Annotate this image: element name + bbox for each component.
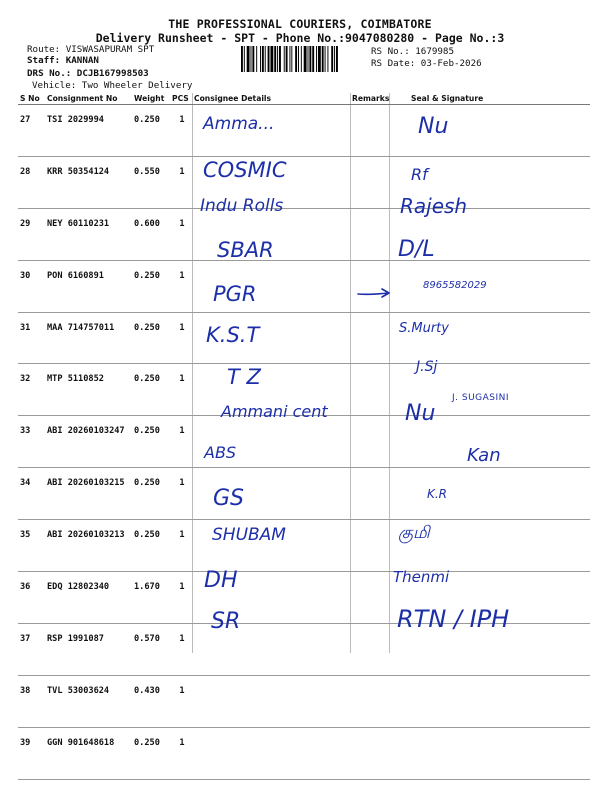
- col-header: Consignee Details: [192, 93, 350, 105]
- row-weight: 0.430: [132, 675, 170, 727]
- consignee-handwriting: T Z: [227, 365, 261, 390]
- row-remarks: [350, 520, 389, 572]
- drs-number: DCJB167998503: [76, 68, 149, 79]
- rs-number: RS No.: 1679985: [371, 46, 454, 57]
- row-consignment-no: MAA 714757011: [45, 312, 132, 364]
- signature-handwriting: Nu: [418, 114, 449, 139]
- row-weight: 0.250: [132, 364, 170, 416]
- signature-handwriting: RTN / IPH: [397, 604, 510, 633]
- row-remarks: [350, 623, 389, 675]
- row-consignment-no: RSP 1991087: [45, 623, 132, 675]
- row-consignment-no: GGN 901648618: [45, 727, 132, 779]
- row-remarks: [350, 312, 389, 364]
- signature-handwriting: J.Sj: [416, 359, 438, 376]
- row-weight: 1.670: [132, 572, 170, 624]
- drs-line: DRS No.: DCJB167998503: [27, 68, 149, 79]
- signature-handwriting: 8965582029: [423, 279, 487, 291]
- consignee-handwriting: Ammani cent: [221, 402, 328, 422]
- consignee-handwriting: K.S.T: [206, 322, 260, 347]
- consignee-handwriting: SR: [211, 608, 241, 634]
- barcode-bar: [336, 46, 338, 72]
- barcode-bar: [327, 46, 328, 72]
- rs-date: RS Date: 03-Feb-2026: [371, 57, 482, 69]
- row-consignment-no: KRR 50354124: [45, 156, 132, 208]
- row-signature-cell: [389, 468, 590, 520]
- row-consignment-no: PON 6160891: [45, 260, 132, 312]
- signature-handwriting: குமி: [398, 523, 430, 543]
- row-weight: 0.250: [132, 468, 170, 520]
- col-header: PCS: [170, 93, 192, 105]
- runsheet-table: [18, 93, 590, 780]
- staff-name: KANNAN: [65, 55, 99, 66]
- staff-line: Staff: KANNAN: [27, 55, 99, 66]
- row-sno: 33: [18, 416, 45, 468]
- table-row: [18, 727, 590, 779]
- barcode-bar: [260, 46, 261, 72]
- consignee-handwriting: Amma...: [203, 114, 275, 134]
- row-remarks: [350, 468, 389, 520]
- consignee-handwriting: SBAR: [217, 237, 274, 262]
- table-header-row: [18, 93, 590, 105]
- row-pcs: 1: [170, 675, 192, 727]
- row-signature-cell: [389, 727, 590, 779]
- table-row: [18, 675, 590, 727]
- route-label: Route: VISWASAPURAM SPT: [27, 44, 155, 55]
- row-consignment-no: ABI 20260103247: [45, 416, 132, 468]
- row-sno: 36: [18, 572, 45, 624]
- vehicle-label: Vehicle: Two Wheeler Delivery: [32, 80, 193, 91]
- row-sno: 38: [18, 675, 45, 727]
- row-sno: 31: [18, 312, 45, 364]
- row-consignment-no: TSI 2029994: [45, 105, 132, 157]
- barcode-bar: [252, 46, 254, 72]
- barcode-bar: [284, 46, 285, 72]
- barcode-bar: [318, 46, 321, 72]
- row-consignment-no: MTP 5110852: [45, 364, 132, 416]
- row-pcs: 1: [170, 520, 192, 572]
- col-header: Seal & Signature: [389, 93, 590, 105]
- row-pcs: 1: [170, 260, 192, 312]
- row-weight: 0.250: [132, 416, 170, 468]
- row-pcs: 1: [170, 416, 192, 468]
- consignee-handwriting: ABS: [204, 443, 237, 463]
- company-title: THE PROFESSIONAL COURIERS, COIMBATORE: [168, 17, 432, 31]
- barcode-bar: [247, 46, 250, 72]
- barcode-bar: [244, 46, 245, 72]
- row-sno: 29: [18, 208, 45, 260]
- row-remarks: [350, 572, 389, 624]
- row-weight: 0.600: [132, 208, 170, 260]
- barcode-bar: [312, 46, 314, 72]
- row-weight: 0.250: [132, 727, 170, 779]
- row-pcs: 1: [170, 208, 192, 260]
- barcode-bar: [268, 46, 270, 72]
- row-pcs: 1: [170, 572, 192, 624]
- row-pcs: 1: [170, 312, 192, 364]
- barcode-bar: [304, 46, 307, 72]
- table-row: [18, 468, 590, 520]
- row-consignment-no: EDQ 12802340: [45, 572, 132, 624]
- signature-handwriting: Nu: [405, 401, 436, 427]
- table-row: [18, 312, 590, 364]
- row-remarks: [350, 675, 389, 727]
- barcode-bar: [334, 46, 335, 72]
- barcode-bar: [301, 46, 302, 72]
- table-row: [18, 105, 590, 157]
- barcode-bar: [256, 46, 257, 72]
- row-sno: 28: [18, 156, 45, 208]
- row-weight: 0.250: [132, 520, 170, 572]
- row-remarks: [350, 416, 389, 468]
- row-weight: 0.550: [132, 156, 170, 208]
- barcode-bar: [241, 46, 243, 72]
- row-sno: 37: [18, 623, 45, 675]
- row-pcs: 1: [170, 727, 192, 779]
- signature-handwriting: D/L: [398, 236, 435, 262]
- row-sno: 30: [18, 260, 45, 312]
- signature-handwriting: Rf: [411, 164, 428, 184]
- barcode-bar: [262, 46, 264, 72]
- barcode-bar: [322, 46, 324, 72]
- barcode-bar: [309, 46, 311, 72]
- row-consignment-no: NEY 60110231: [45, 208, 132, 260]
- col-header: S No: [18, 93, 45, 105]
- row-signature-cell: [389, 260, 590, 312]
- signature-handwriting: K.R: [427, 487, 448, 502]
- row-weight: 0.250: [132, 105, 170, 157]
- signature-handwriting: Rajesh: [400, 193, 468, 218]
- row-remarks: [350, 364, 389, 416]
- barcode-bar: [265, 46, 266, 72]
- row-sno: 35: [18, 520, 45, 572]
- col-header: Remarks: [352, 94, 390, 103]
- barcode-bar: [270, 46, 273, 72]
- row-weight: 0.250: [132, 312, 170, 364]
- row-pcs: 1: [170, 364, 192, 416]
- row-weight: 0.570: [132, 623, 170, 675]
- row-consignment-no: ABI 20260103213: [45, 520, 132, 572]
- table-row: [18, 416, 590, 468]
- barcode-bar: [316, 46, 317, 72]
- row-remarks: [350, 156, 389, 208]
- barcode-bar: [331, 46, 333, 72]
- consignee-handwriting: PGR: [213, 281, 257, 306]
- table-row: [18, 520, 590, 572]
- consignee-handwriting: Indu Rolls: [200, 195, 284, 216]
- row-pcs: 1: [170, 623, 192, 675]
- barcode-bar: [289, 46, 290, 72]
- barcode-bar: [298, 46, 299, 72]
- table-row: [18, 208, 590, 260]
- row-pcs: 1: [170, 468, 192, 520]
- barcode-bar: [325, 46, 326, 72]
- row-pcs: 1: [170, 105, 192, 157]
- signature-handwriting: S.Murty: [399, 320, 449, 336]
- row-sno: 32: [18, 364, 45, 416]
- consignee-handwriting: SHUBAM: [212, 525, 286, 545]
- barcode-bar: [291, 46, 292, 72]
- table-row: [18, 260, 590, 312]
- signature-handwriting: Thenmi: [393, 567, 450, 586]
- row-sno: 39: [18, 727, 45, 779]
- runsheet-title: Delivery Runsheet - SPT - Phone No.:9047080280 - Page No.:3: [95, 31, 505, 45]
- barcode-bar: [279, 46, 281, 72]
- rs-info: [371, 46, 482, 69]
- col-header: Weight: [132, 93, 170, 105]
- arrow-icon: [356, 286, 396, 302]
- row-consignee-cell: [192, 727, 350, 779]
- signature-handwriting: Kan: [467, 445, 501, 467]
- stamp-text: J. SUGASINI: [452, 393, 510, 403]
- row-consignment-no: ABI 20260103215: [45, 468, 132, 520]
- barcode-bar: [274, 46, 276, 72]
- row-remarks: [350, 105, 389, 157]
- col-header: Consignment No: [45, 93, 132, 105]
- row-remarks: [350, 208, 389, 260]
- barcode-bar: [286, 46, 288, 72]
- barcode-bar: [308, 46, 309, 72]
- row-weight: 0.250: [132, 260, 170, 312]
- barcode-bar: [277, 46, 278, 72]
- barcode-bar: [251, 46, 252, 72]
- row-consignee-cell: [192, 675, 350, 727]
- row-remarks: [350, 727, 389, 779]
- row-pcs: 1: [170, 156, 192, 208]
- table-row: [18, 156, 590, 208]
- barcode-bar: [295, 46, 297, 72]
- row-sno: 27: [18, 105, 45, 157]
- barcode: [241, 46, 369, 72]
- consignee-handwriting: DH: [204, 567, 238, 593]
- consignee-handwriting: COSMIC: [203, 157, 287, 182]
- row-consignment-no: TVL 53003624: [45, 675, 132, 727]
- row-sno: 34: [18, 468, 45, 520]
- consignee-handwriting: GS: [213, 486, 245, 512]
- row-signature-cell: [389, 675, 590, 727]
